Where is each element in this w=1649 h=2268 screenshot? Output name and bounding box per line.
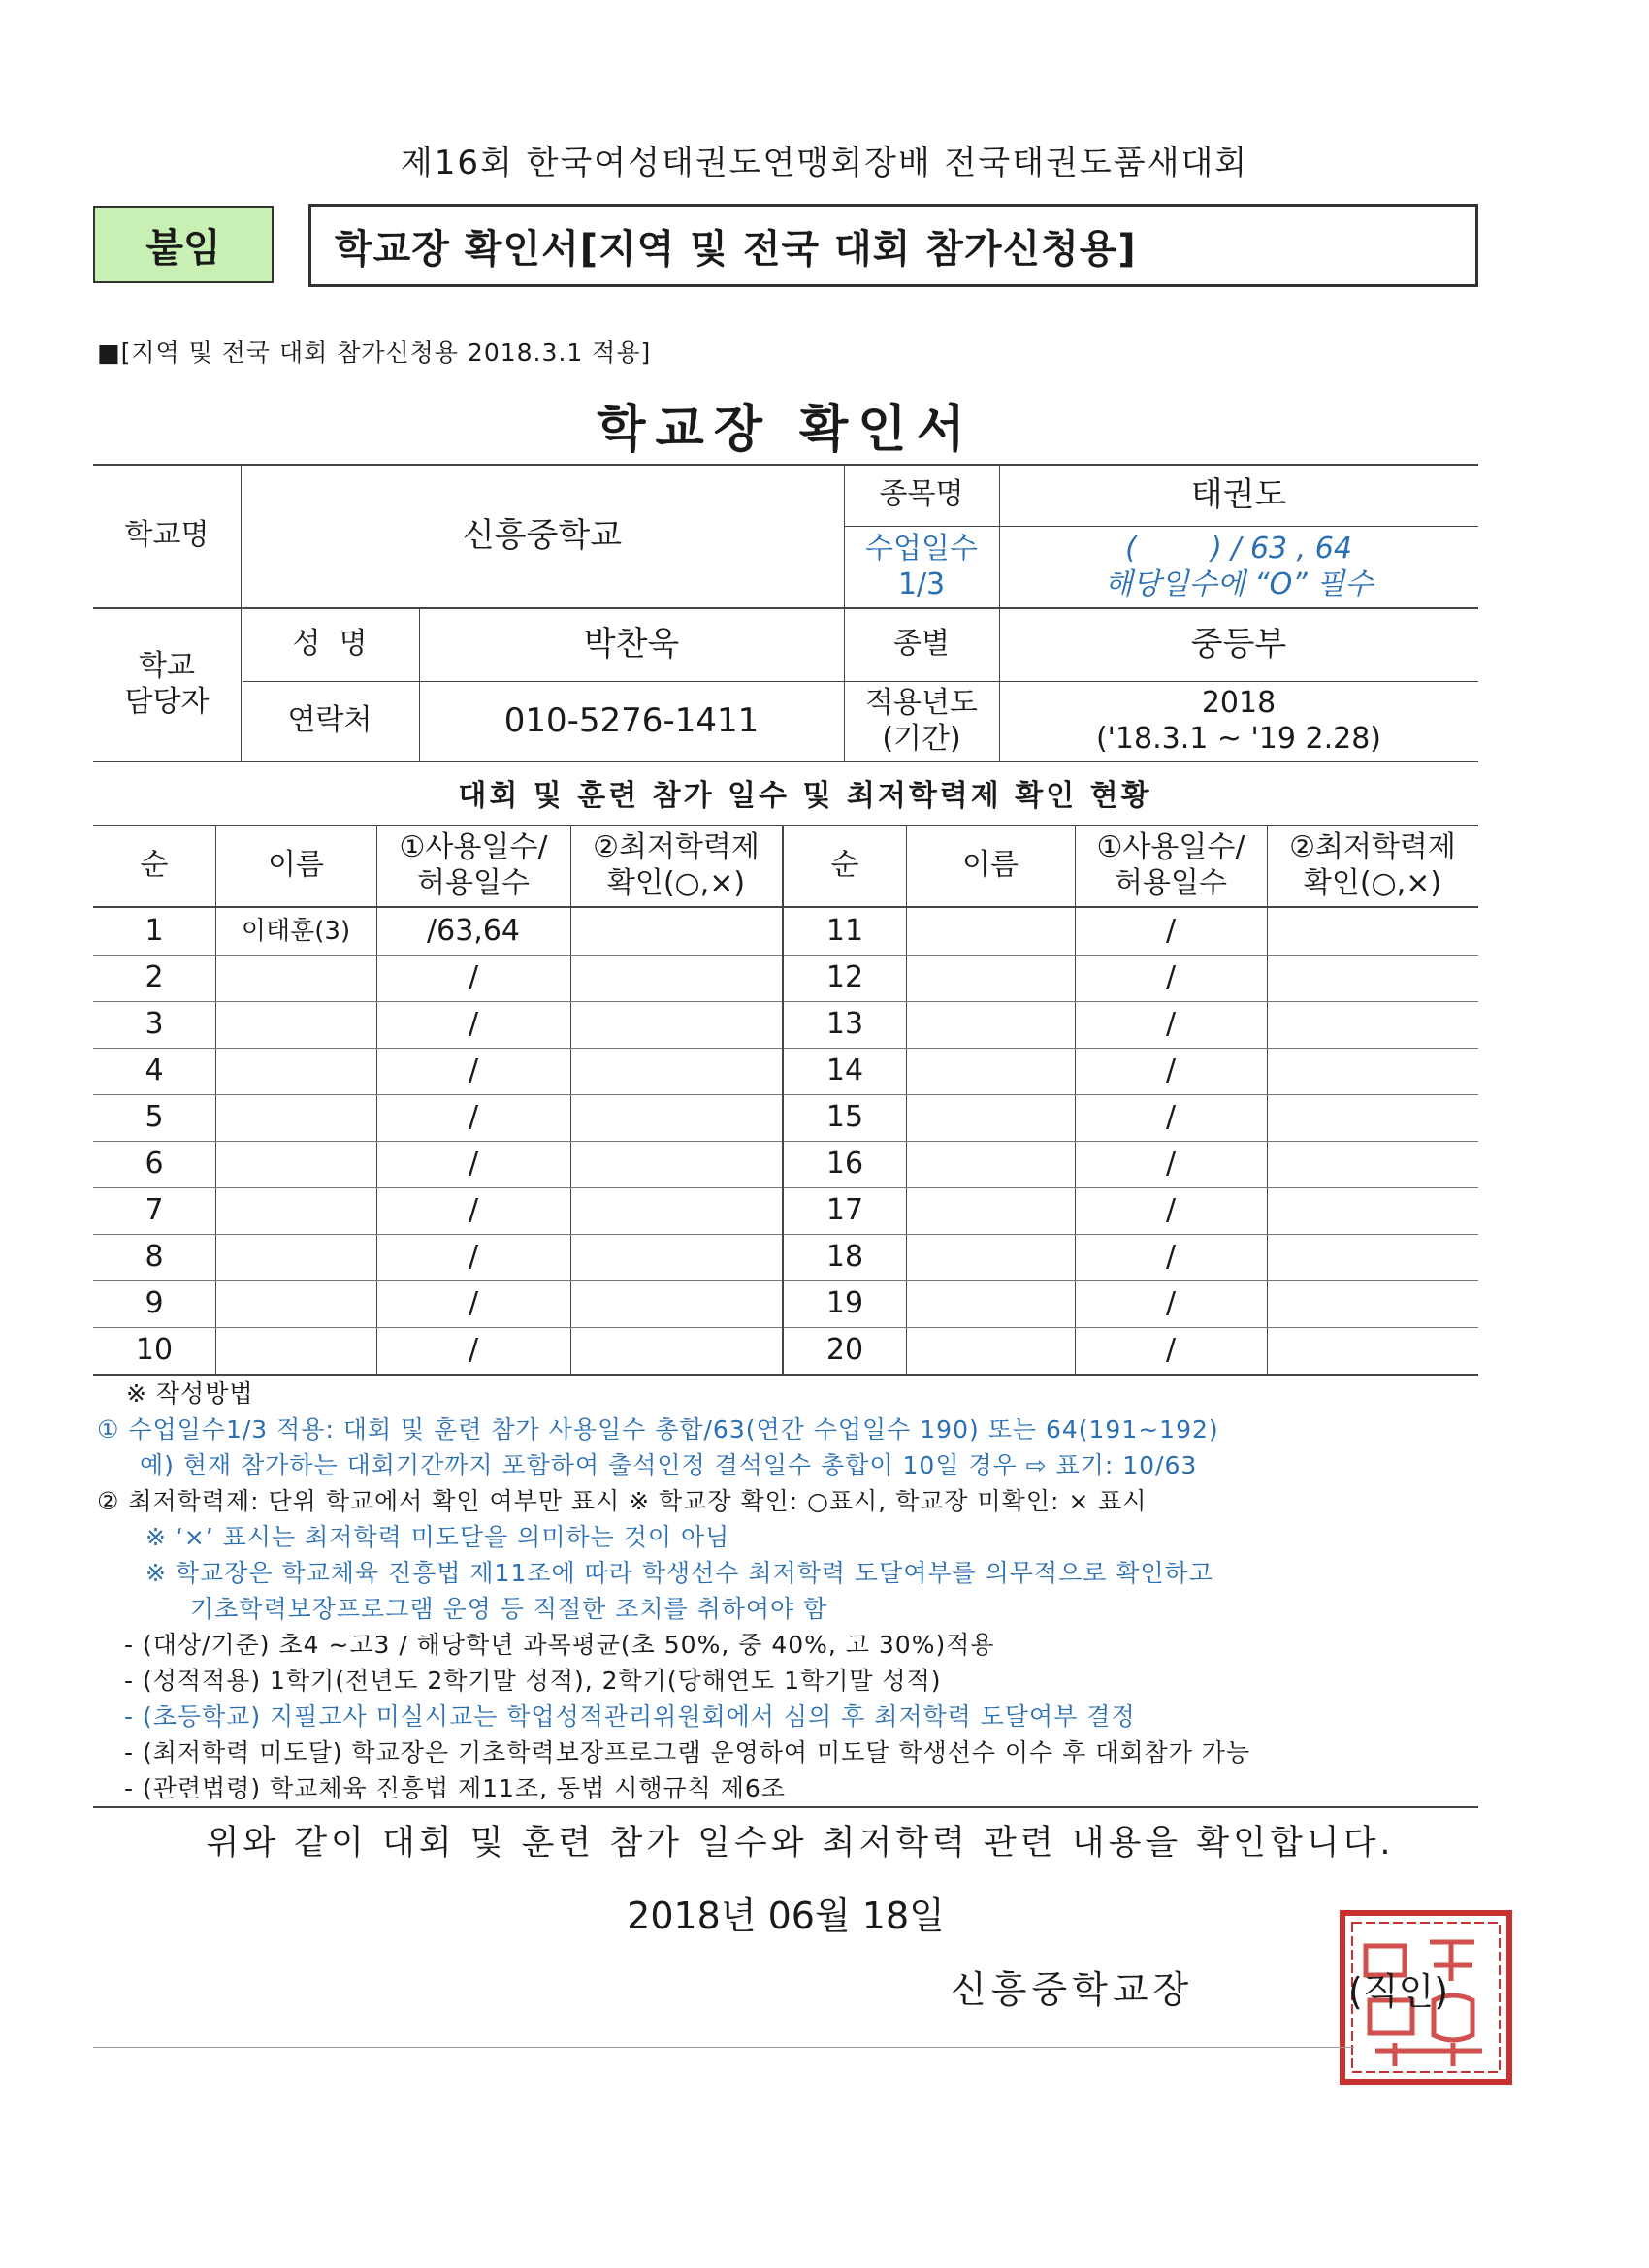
student-name-left bbox=[215, 1280, 376, 1327]
instruction-line: ① 수업일수1/3 적용: 대회 및 훈련 참가 사용일수 총합/63(연간 수업일수 190) 또는 64(191~192) bbox=[97, 1415, 1219, 1443]
event-title: 제16회 한국여성태권도연맹회장배 전국태권도품새대회 bbox=[400, 144, 1249, 182]
min-achievement-left bbox=[570, 1234, 782, 1280]
days-used-left: / bbox=[468, 1286, 479, 1321]
manager-label-line1: 학교 bbox=[139, 648, 195, 683]
student-name-left: 이태훈(3) bbox=[241, 916, 351, 946]
min-achievement-right bbox=[1267, 1280, 1478, 1327]
category-value: 중등부 bbox=[1190, 624, 1287, 664]
header-days-right bbox=[1075, 825, 1267, 906]
contact-value: 010-5276-1411 bbox=[503, 700, 760, 740]
student-name-left bbox=[215, 1327, 376, 1374]
instruction-line: ※ 학교장은 학교체육 진흥법 제11조에 따라 학생선수 최저학력 도달여부를 의무적으로 확인하고 bbox=[146, 1559, 1213, 1587]
days-used-right: / bbox=[1165, 1193, 1177, 1228]
days-used-right: / bbox=[1165, 1147, 1177, 1182]
instruction-line: - (관련법령) 학교체육 진흥법 제11조, 동법 시행규칙 제6조 bbox=[124, 1774, 786, 1802]
class-days-value-line1: ( ) / 63 , 64 bbox=[1125, 531, 1352, 566]
seal-label: (직인) bbox=[1348, 1970, 1449, 2013]
student-name-left bbox=[215, 1001, 376, 1048]
days-used-left: / bbox=[468, 1333, 479, 1368]
year-label-line2: (기간) bbox=[882, 722, 961, 756]
header-min-line1: ②최저학력제 bbox=[593, 829, 760, 864]
min-achievement-left bbox=[570, 1280, 782, 1327]
row-number-right: 11 bbox=[825, 914, 864, 949]
row-number-right: 12 bbox=[825, 960, 864, 995]
row-number-left: 3 bbox=[145, 1007, 164, 1042]
header-days-line2: 허용일수 bbox=[417, 866, 530, 900]
days-used-left: / bbox=[468, 1007, 479, 1042]
main-title: 학교장 확인서 bbox=[597, 401, 975, 459]
days-used-right: / bbox=[1165, 1053, 1177, 1088]
category-label: 종별 bbox=[893, 627, 950, 662]
header-min-line1: ②최저학력제 bbox=[1289, 829, 1456, 864]
days-used-right: / bbox=[1165, 1007, 1177, 1042]
manager-label bbox=[93, 607, 241, 761]
student-name-right bbox=[906, 1001, 1075, 1048]
header-name-right: 이름 bbox=[962, 848, 1018, 883]
school-name-value: 신흥중학교 bbox=[462, 515, 623, 555]
days-used-right: / bbox=[1165, 914, 1177, 949]
days-used-right: / bbox=[1165, 1333, 1177, 1368]
min-achievement-right bbox=[1267, 1094, 1478, 1141]
days-used-left: / bbox=[468, 1100, 479, 1135]
apply-note: ■[지역 및 전국 대회 참가신청용 2018.3.1 적용] bbox=[97, 339, 652, 367]
student-name-left bbox=[215, 1141, 376, 1187]
student-name-left bbox=[215, 1048, 376, 1094]
class-days-value bbox=[999, 526, 1478, 607]
contact-label: 연락처 bbox=[287, 703, 372, 738]
signer-name: 신흥중학교장 bbox=[951, 1968, 1194, 2011]
min-achievement-right bbox=[1267, 955, 1478, 1001]
days-used-left: /63,64 bbox=[427, 914, 520, 949]
year-label-line1: 적용년도 bbox=[865, 685, 978, 720]
document-title: 학교장 확인서[지역 및 전국 대회 참가신청용] bbox=[308, 204, 1478, 287]
header-name-left: 이름 bbox=[268, 848, 324, 883]
header-days-left bbox=[376, 825, 570, 906]
header-days-line1: ①사용일수/ bbox=[399, 829, 548, 864]
min-achievement-left bbox=[570, 1094, 782, 1141]
days-used-left: / bbox=[468, 1193, 479, 1228]
row-number-left: 6 bbox=[145, 1147, 164, 1182]
min-achievement-left bbox=[570, 1048, 782, 1094]
instruction-line: - (성적적용) 1학기(전년도 2학기말 성적), 2학기(당해연도 1학기말 성적) bbox=[124, 1667, 942, 1695]
min-achievement-right bbox=[1267, 1001, 1478, 1048]
days-used-left: / bbox=[468, 1053, 479, 1088]
section-title: 대회 및 훈련 참가 일수 및 최저학력제 확인 현황 bbox=[458, 779, 1152, 813]
instruction-line: - (최저학력 미도달) 학교장은 기초학력보장프로그램 운영하여 미도달 학생선수 이수 후 대회참가 가능 bbox=[124, 1738, 1251, 1766]
year-value bbox=[999, 681, 1478, 761]
min-achievement-right bbox=[1267, 1327, 1478, 1374]
student-name-right bbox=[906, 908, 1075, 955]
days-used-right: / bbox=[1165, 1100, 1177, 1135]
min-achievement-right bbox=[1267, 1141, 1478, 1187]
student-name-right bbox=[906, 955, 1075, 1001]
instruction-line: - (대상/기준) 초4 ~고3 / 해당학년 과목평균(초 50%, 중 40%, 고 30%)적용 bbox=[124, 1631, 995, 1659]
year-label bbox=[844, 681, 999, 761]
writing-instructions bbox=[97, 1376, 1523, 1806]
row-number-left: 1 bbox=[145, 914, 164, 949]
sport-label: 종목명 bbox=[879, 477, 964, 512]
header-min-line2: 확인(○,×) bbox=[1303, 866, 1442, 900]
instruction-line: 예) 현재 참가하는 대회기간까지 포함하여 출석인정 결석일수 총합이 10일 경우 ⇨ 표기: 10/63 bbox=[140, 1451, 1198, 1479]
row-number-right: 17 bbox=[825, 1193, 864, 1228]
header-no-left: 순 bbox=[140, 848, 169, 883]
manager-name-label: 성 명 bbox=[292, 627, 368, 662]
days-used-left: / bbox=[468, 960, 479, 995]
student-name-right bbox=[906, 1234, 1075, 1280]
student-name-left bbox=[215, 1187, 376, 1234]
school-name-label: 학교명 bbox=[124, 518, 210, 553]
header-min-left bbox=[570, 825, 782, 906]
confirmation-statement: 위와 같이 대회 및 훈련 참가 일수와 최저학력 관련 내용을 확인합니다. bbox=[206, 1824, 1395, 1863]
class-days-label-line2: 1/3 bbox=[897, 567, 946, 601]
confirmation-date: 2018년 06월 18일 bbox=[627, 1895, 945, 1937]
student-name-left bbox=[215, 1094, 376, 1141]
days-used-left: / bbox=[468, 1240, 479, 1275]
days-used-right: / bbox=[1165, 1240, 1177, 1275]
row-number-left: 2 bbox=[145, 960, 164, 995]
min-achievement-left bbox=[570, 955, 782, 1001]
student-name-right bbox=[906, 1094, 1075, 1141]
instruction-line: - (초등학교) 지필고사 미실시교는 학업성적관리위원회에서 심의 후 최저학력 도달여부 결정 bbox=[124, 1702, 1136, 1731]
student-name-right bbox=[906, 1187, 1075, 1234]
header-no-right: 순 bbox=[830, 848, 859, 883]
row-number-left: 8 bbox=[145, 1240, 164, 1275]
min-achievement-left bbox=[570, 1187, 782, 1234]
manager-name-value: 박찬욱 bbox=[583, 624, 680, 664]
year-value-line2: ('18.3.1 ~ '19 2.28) bbox=[1095, 722, 1382, 756]
row-number-left: 10 bbox=[135, 1333, 174, 1368]
min-achievement-right bbox=[1267, 1234, 1478, 1280]
min-achievement-left bbox=[570, 1001, 782, 1048]
min-achievement-right bbox=[1267, 908, 1478, 955]
student-name-right bbox=[906, 1141, 1075, 1187]
instruction-line: ※ ‘×’ 표시는 최저학력 미도달을 의미하는 것이 아님 bbox=[146, 1523, 730, 1551]
row-number-right: 19 bbox=[825, 1286, 864, 1321]
manager-label-line2: 담당자 bbox=[124, 685, 210, 719]
row-number-right: 14 bbox=[825, 1053, 864, 1088]
sport-value: 태권도 bbox=[1190, 474, 1287, 514]
attachment-label: 붙임 bbox=[93, 206, 274, 283]
student-name-left bbox=[215, 955, 376, 1001]
min-achievement-right bbox=[1267, 1048, 1478, 1094]
row-number-right: 16 bbox=[825, 1147, 864, 1182]
row-number-right: 15 bbox=[825, 1100, 864, 1135]
row-number-right: 20 bbox=[825, 1333, 864, 1368]
row-number-right: 13 bbox=[825, 1007, 864, 1042]
header-days-line2: 허용일수 bbox=[1115, 866, 1227, 900]
student-name-right bbox=[906, 1280, 1075, 1327]
header-min-line2: 확인(○,×) bbox=[606, 866, 746, 900]
row-number-left: 7 bbox=[145, 1193, 164, 1228]
days-used-left: / bbox=[468, 1147, 479, 1182]
header-days-line1: ①사용일수/ bbox=[1096, 829, 1245, 864]
min-achievement-left bbox=[570, 1327, 782, 1374]
student-name-right bbox=[906, 1327, 1075, 1374]
class-days-value-line2: 해당일수에 “O” 필수 bbox=[1104, 567, 1374, 601]
row-number-left: 5 bbox=[145, 1100, 164, 1135]
min-achievement-left bbox=[570, 908, 782, 955]
days-used-right: / bbox=[1165, 1286, 1177, 1321]
student-name-right bbox=[906, 1048, 1075, 1094]
instruction-line: ※ 작성방법 bbox=[126, 1379, 254, 1408]
row-number-right: 18 bbox=[825, 1240, 864, 1275]
class-days-label bbox=[844, 526, 999, 607]
year-value-line1: 2018 bbox=[1201, 685, 1277, 720]
header-min-right bbox=[1267, 825, 1478, 906]
min-achievement-right bbox=[1267, 1187, 1478, 1234]
row-number-left: 4 bbox=[145, 1053, 164, 1088]
min-achievement-left bbox=[570, 1141, 782, 1187]
student-name-left bbox=[215, 1234, 376, 1280]
days-used-right: / bbox=[1165, 960, 1177, 995]
row-number-left: 9 bbox=[145, 1286, 164, 1321]
instruction-line: ② 최저학력제: 단위 학교에서 확인 여부만 표시 ※ 학교장 확인: ○표시, 학교장 미확인: × 표시 bbox=[97, 1487, 1148, 1515]
instruction-line: 기초학력보장프로그램 운영 등 적절한 조치를 취하여야 함 bbox=[190, 1595, 828, 1623]
class-days-label-line1: 수업일수 bbox=[865, 531, 978, 566]
